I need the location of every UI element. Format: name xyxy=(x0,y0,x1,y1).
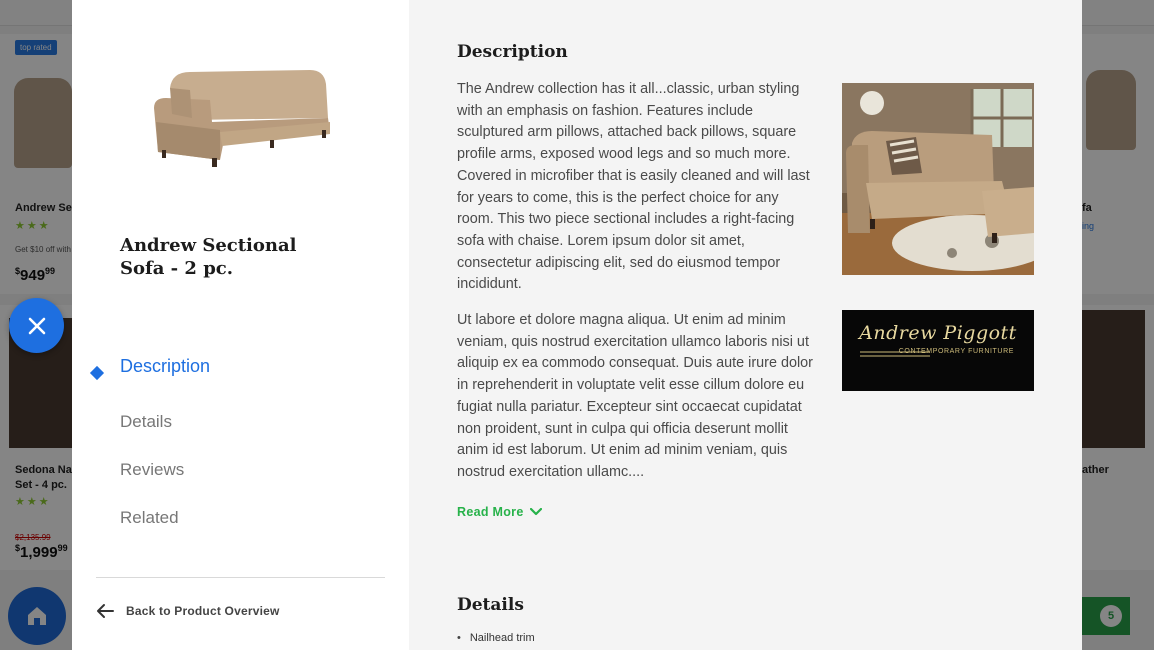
promo-note: Get $10 off with xyxy=(15,245,71,254)
description-paragraph: The Andrew collection has it all...classic, urban styling with an emphasis on fashion. Features include sculptured arm pillows, attached back pillows, square profile arms, exposed wood legs and so much more. Covered in microfiber that is easily cleaned and will last for years to come, this is the perfect choice for any room. This two piece sectional includes a right-facing sofa with chaise. Lorem ipsum dolor sit amet, consectetur adipiscing elit, sed do eiusmod tempor incididunt. xyxy=(457,81,810,293)
chevron-down-icon xyxy=(530,508,542,516)
background-product-title: Sedona Na xyxy=(15,464,72,476)
background-link[interactable]: ing xyxy=(1082,221,1095,231)
section-nav xyxy=(88,350,388,542)
sidebar-divider xyxy=(96,577,385,578)
background-product-title-line2: Set - 4 pc. xyxy=(15,479,67,491)
product-title: Andrew Sectional Sofa - 2 pc. xyxy=(120,235,297,279)
details-list xyxy=(457,632,535,644)
close-modal-button[interactable] xyxy=(9,298,64,353)
background-product-title: ather xyxy=(1082,464,1109,476)
rating-stars: ★★★ xyxy=(15,496,51,508)
details-heading: Details xyxy=(457,595,524,615)
list-item: • Nailhead trim xyxy=(457,632,535,644)
nav-item-reviews[interactable] xyxy=(88,446,388,494)
top-rated-badge: top rated xyxy=(15,40,57,55)
nav-item-description[interactable] xyxy=(88,350,388,398)
read-more-label: Read More xyxy=(457,505,524,519)
room-photo xyxy=(842,83,1034,275)
modal-sidebar xyxy=(72,0,409,650)
brand-logo-subtitle: CONTEMPORARY FURNITURE xyxy=(898,348,1014,355)
nav-item-label: Reviews xyxy=(120,460,185,479)
product-thumbnail xyxy=(150,60,334,176)
product-detail-modal xyxy=(72,0,1082,650)
close-icon xyxy=(28,317,46,335)
nav-item-label: Related xyxy=(120,508,179,527)
description-paragraph: Ut labore et dolore magna aliqua. Ut enim ad minim veniam, quis nostrud exercitation ullamco laboris nisi ut aliquip ex ea commodo consequat. Duis aute irure dolor in reprehenderit in voluptate velit esse cillum dolore eu fugiat nulla pariatur. Excepteur sint occaecat cupidatat non proident, sunt in culpa qui officia deserunt mollit anim id est laborum. Ut enim ad minim veniam, quis nostrud exercitation ullamc.... xyxy=(457,312,813,480)
background-price: $^{\$}949^{99}$ xyxy=(15,266,56,284)
background-product-title: Andrew Se xyxy=(15,202,72,214)
modal-content[interactable] xyxy=(409,0,1082,650)
nav-item-label: Description xyxy=(120,356,211,376)
nav-item-label: Details xyxy=(120,412,172,431)
brand-logo xyxy=(842,310,1034,391)
cart-count-badge: 5 xyxy=(1100,605,1122,627)
back-link-label: Back to Product Overview xyxy=(126,604,280,618)
nav-item-details[interactable] xyxy=(88,398,388,446)
rating-stars: ★★★ xyxy=(15,220,51,232)
back-to-overview-link[interactable] xyxy=(96,603,280,619)
arrow-left-icon xyxy=(96,603,114,619)
background-product-title: fa xyxy=(1082,202,1092,214)
brand-logo-script: Andrew Piggott xyxy=(859,322,1017,344)
nav-item-related[interactable] xyxy=(88,494,388,542)
description-heading: Description xyxy=(457,42,568,62)
background-price: $1,999$^{99}$ xyxy=(15,543,68,561)
diamond-icon xyxy=(90,366,104,380)
read-more-link[interactable] xyxy=(457,505,542,519)
original-price: $2,135.99 xyxy=(15,533,51,542)
